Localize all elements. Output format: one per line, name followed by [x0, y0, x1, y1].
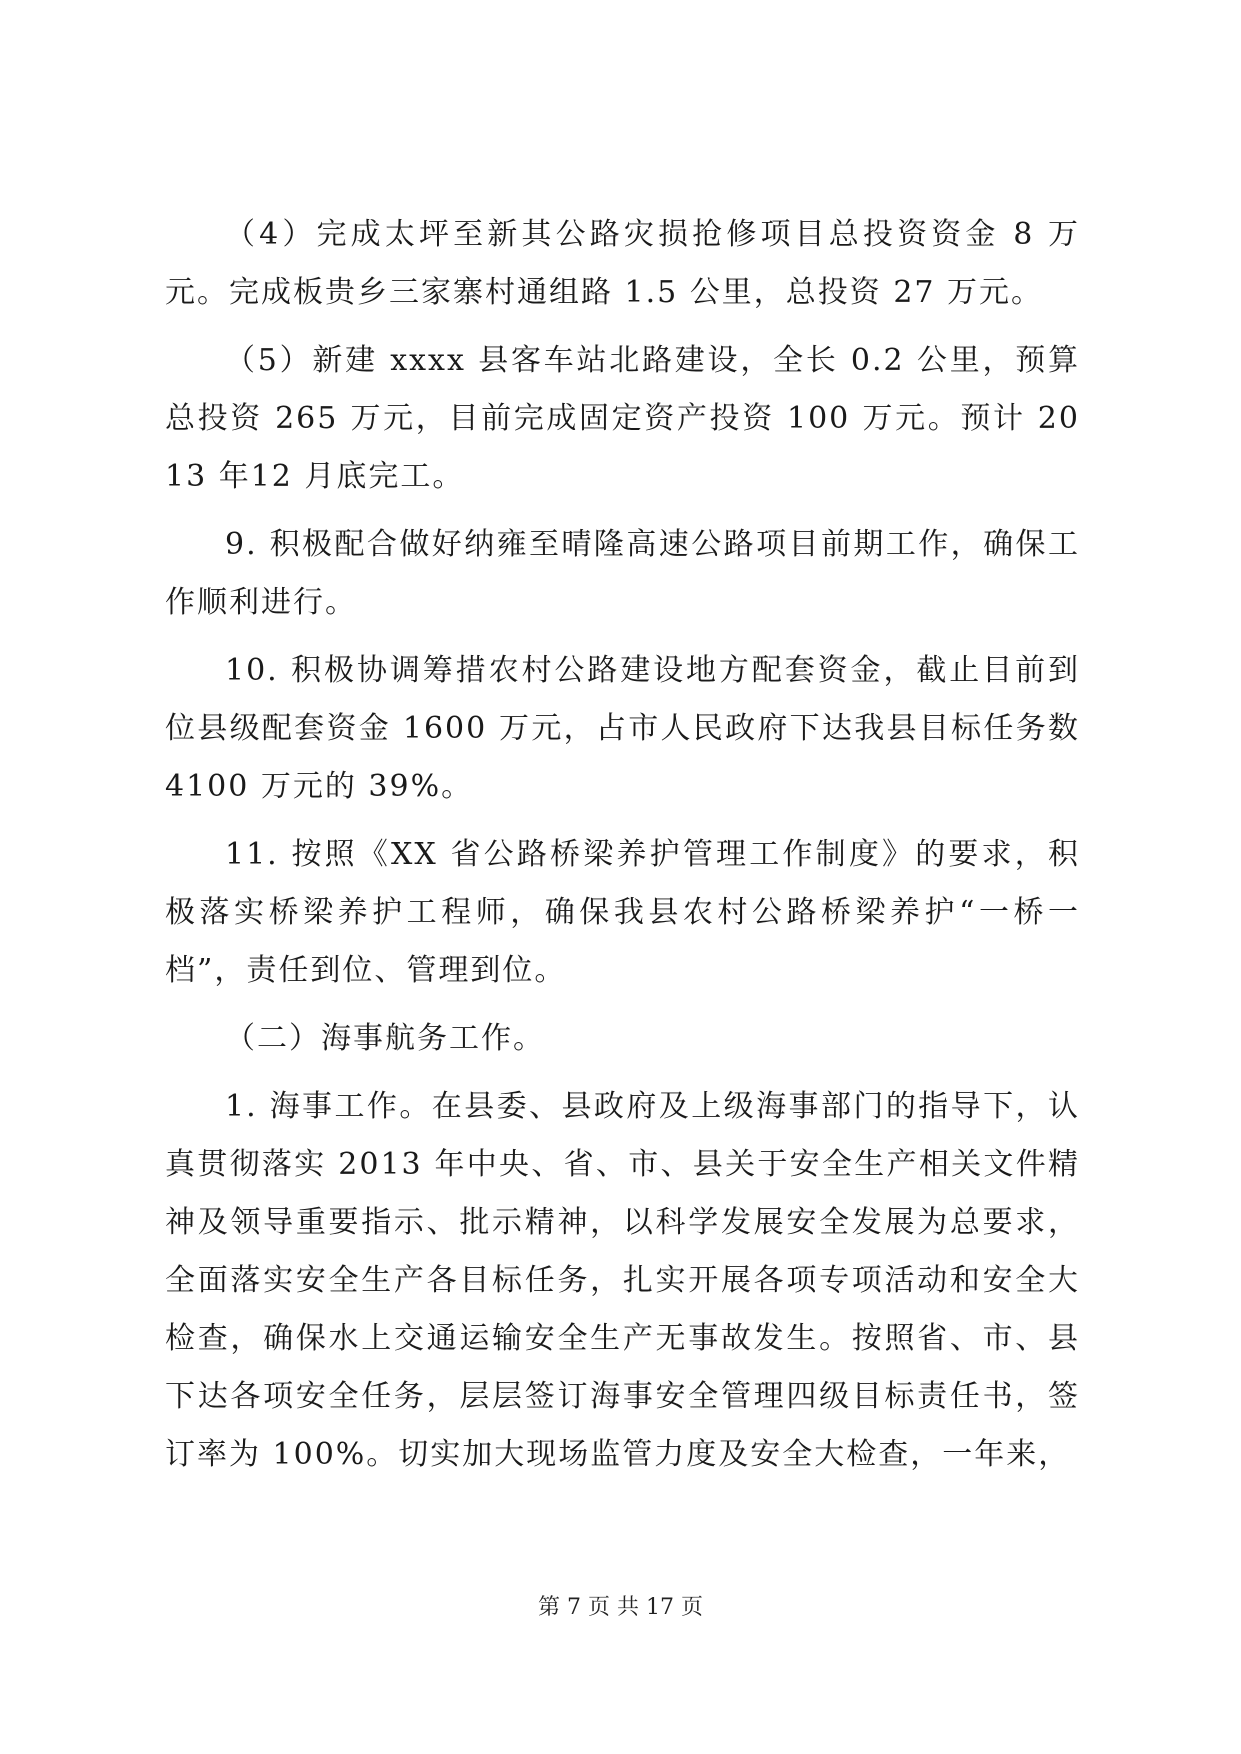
- section-heading-maritime: （二）海事航务工作。: [225, 1021, 545, 1056]
- paragraph-4: （4）完成太坪至新其公路灾损抢修项目总投资资金 8 万元。完成板贵乡三家寨村通组路 1.5 公里，总投资 27 万元。: [165, 217, 1080, 310]
- paragraph-9: 9. 积极配合做好纳雍至晴隆高速公路项目前期工作，确保工作顺利进行。: [165, 527, 1080, 620]
- document-body: [165, 206, 1080, 1484]
- paragraph-maritime-1: 1. 海事工作。在县委、县政府及上级海事部门的指导下，认真贯彻落实 2013 年中央、省、市、县关于安全生产相关文件精神及领导重要指示、批示精神，以科学发展安全发展为总要求，全面落实安全生产各目标任务，扎实开展各项专项活动和安全大检查，确保水上交通运输安全生产无事故发生。按照省、市、县下达各项安全任务，层层签订海事安全管理四级目标责任书，签订率为 100%。切实加大现场监管力度及安全大检查，一年来，: [165, 1089, 1080, 1472]
- paragraph-11: 11. 按照《XX 省公路桥梁养护管理工作制度》的要求，积极落实桥梁养护工程师，确保我县农村公路桥梁养护“一桥一档”，责任到位、管理到位。: [165, 837, 1080, 988]
- paragraph-5: （5）新建 xxxx 县客车站北路建设，全长 0.2 公里，预算总投资 265 万元，目前完成固定资产投资 100 万元。预计 2013 年12 月底完工。: [165, 343, 1080, 494]
- paragraph-10: 10. 积极协调筹措农村公路建设地方配套资金，截止目前到位县级配套资金 1600 万元，占市人民政府下达我县目标任务数4100 万元的 39%。: [165, 653, 1080, 804]
- page-number-footer: 第 7 页 共 17 页: [538, 1595, 703, 1620]
